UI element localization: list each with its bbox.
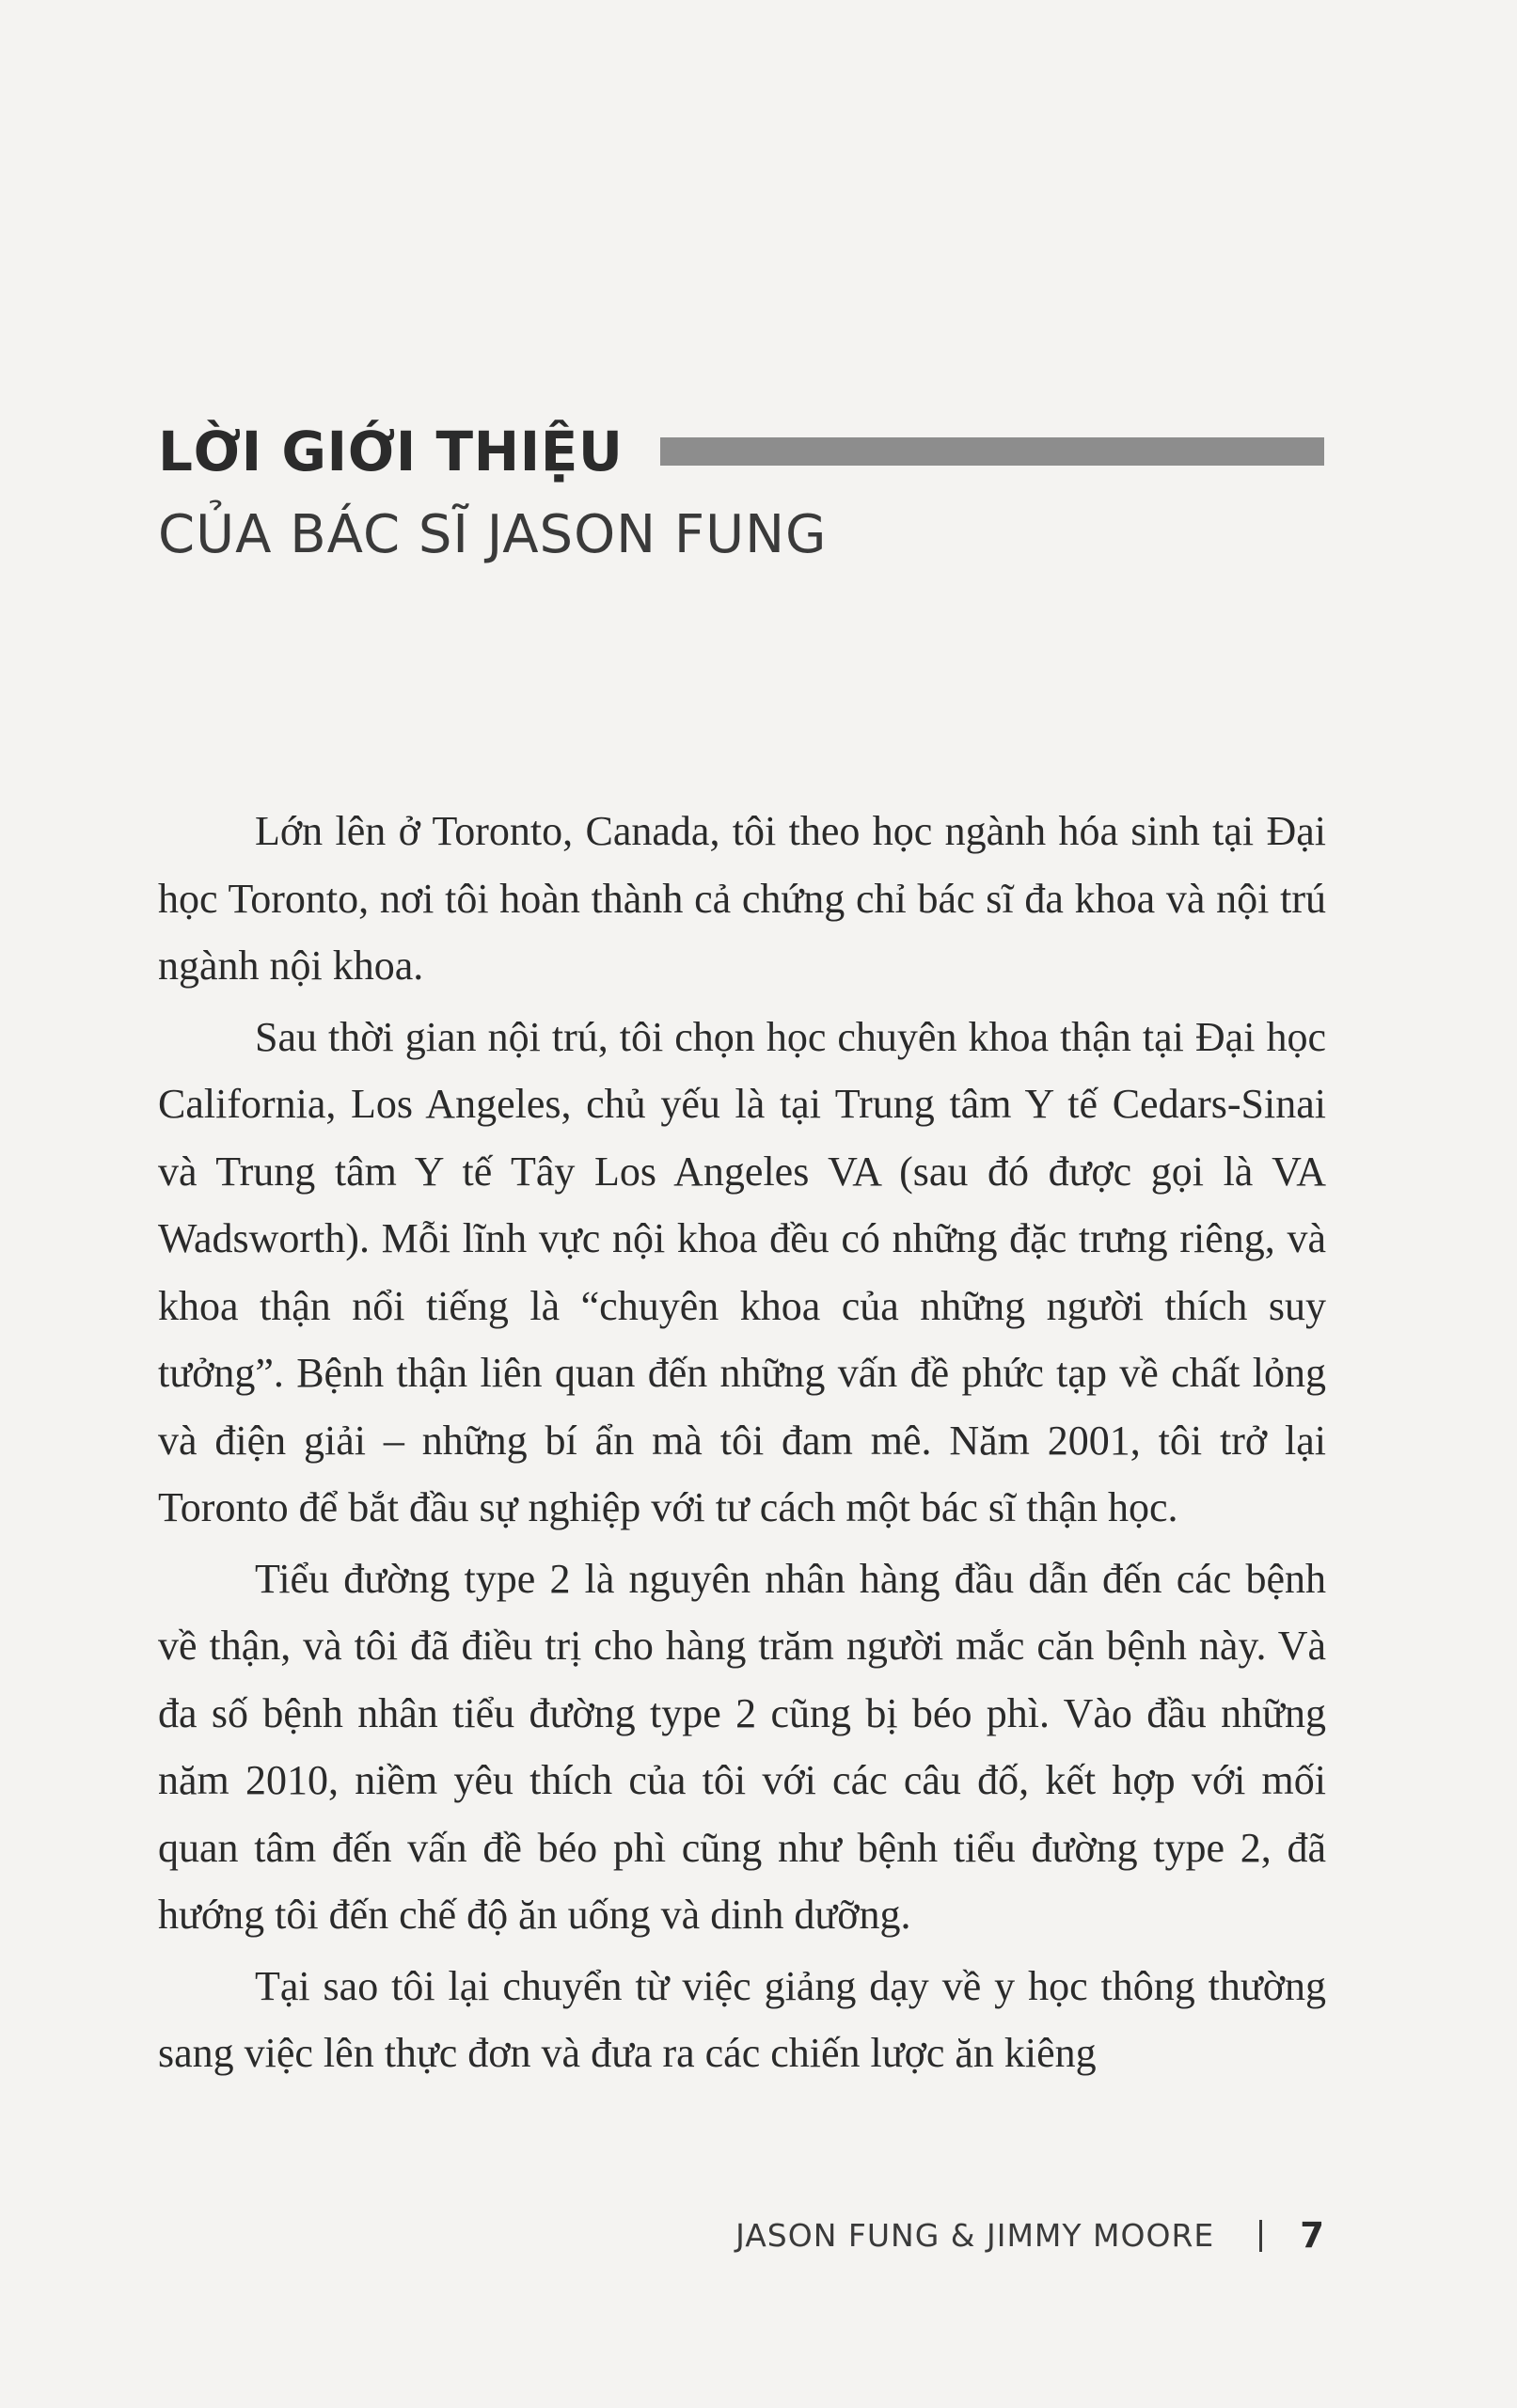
title-decorative-bar [660,437,1324,466]
chapter-subtitle: CỦA BÁC SĨ JASON FUNG [158,504,828,565]
page-footer [0,2215,1324,2256]
body-text [158,798,1326,2091]
page-number: 7 [1300,2215,1324,2256]
chapter-heading [158,414,1324,565]
chapter-title: LỜI GIỚI THIỆU [158,420,624,483]
title-row [158,414,1324,489]
paragraph: Lớn lên ở Toronto, Canada, tôi theo học ngành hóa sinh tại Đại học Toronto, nơi tôi hoàn thành cả chứng chỉ bác sĩ đa khoa và nội trú ngành nội khoa. [158,808,1326,989]
footer-authors: JASON FUNG & JIMMY MOORE [735,2217,1215,2254]
footer-separator [1259,2220,1262,2252]
paragraph: Tiểu đường type 2 là nguyên nhân hàng đầu dẫn đến các bệnh về thận, và tôi đã điều trị cho hàng trăm người mắc căn bệnh này. Và đa số bệnh nhân tiểu đường type 2 cũng bị béo phì. Vào đầu những năm 2010, niềm yêu thích của tôi với các câu đố, kết hợp với mối quan tâm đến vấn đề béo phì cũng như bệnh tiểu đường type 2, đã hướng tôi đến chế độ ăn uống và dinh dưỡng. [158,1555,1326,1938]
paragraph: Tại sao tôi lại chuyển từ việc giảng dạy về y học thông thường sang việc lên thực đơn và đưa ra các chiến lược ăn kiêng [158,1962,1326,2076]
paragraph: Sau thời gian nội trú, tôi chọn học chuyên khoa thận tại Đại học California, Los Angeles, chủ yếu là tại Trung tâm Y tế Cedars-Sinai và Trung tâm Y tế Tây Los Angeles VA (sau đó được gọi là VA Wadsworth). Mỗi lĩnh vực nội khoa đều có những đặc trưng riêng, và khoa thận nổi tiếng là “chuyên khoa của những người thích suy tưởng”. Bệnh thận liên quan đến những vấn đề phức tạp về chất lỏng và điện giải – những bí ẩn mà tôi đam mê. Năm 2001, tôi trở lại Toronto để bắt đầu sự nghiệp với tư cách một bác sĩ thận học. [158,1013,1326,1530]
